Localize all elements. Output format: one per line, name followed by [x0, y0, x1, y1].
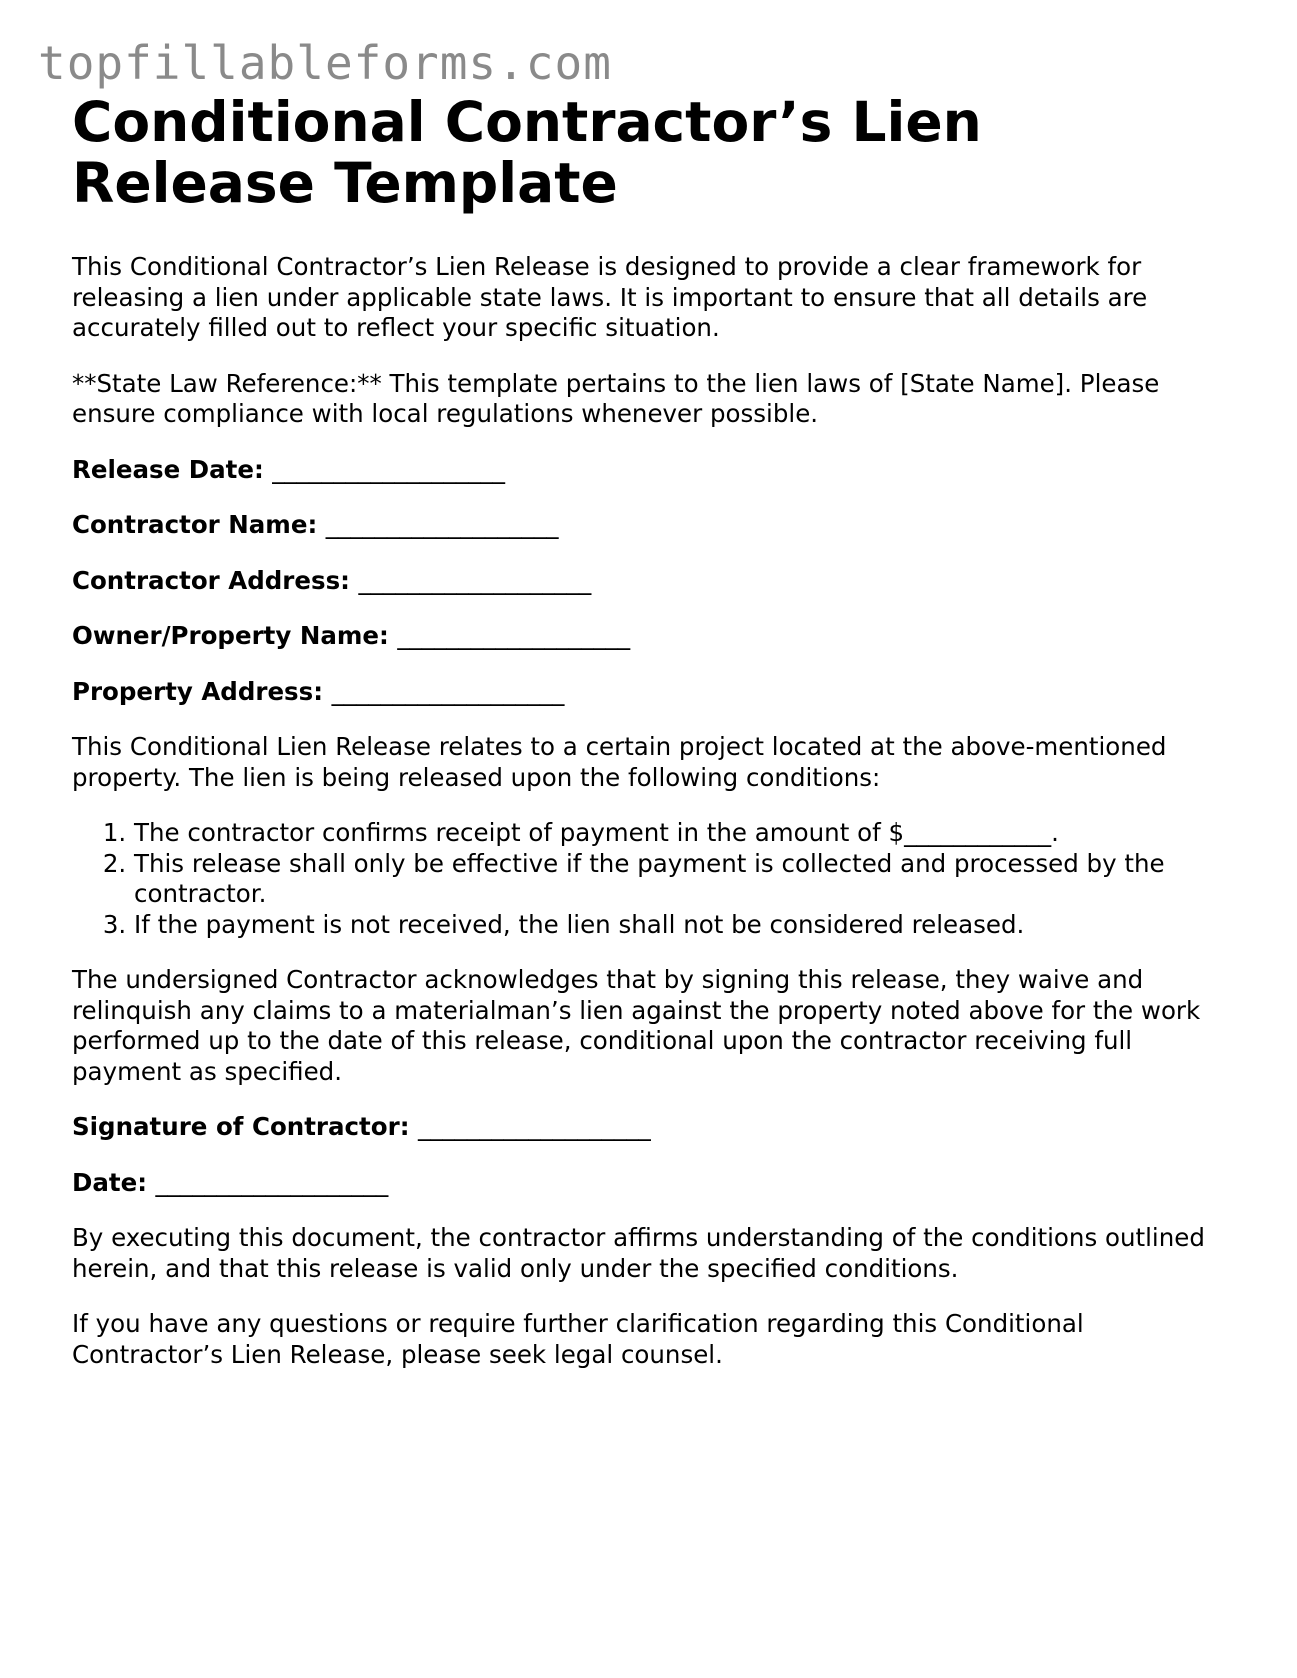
signature-blank[interactable]: ___________________ — [418, 1112, 651, 1141]
signature-date-blank[interactable]: ___________________ — [155, 1167, 389, 1197]
state-law-paragraph: **State Law Reference:** This template pertains to the lien laws of [State Name]. Please ensure compliance with local regulations whenever possible. — [72, 368, 1160, 428]
document-body — [72, 92, 1232, 1370]
intro-paragraph: This Conditional Contractor’s Lien Release is designed to provide a clear framework for releasing a lien under applicable state laws. It is important to ensure that all details are accurately filled out to reflect your specific situation. — [72, 252, 1148, 342]
owner-property-name-blank[interactable]: ___________________ — [397, 621, 631, 650]
document-title: Conditional Contractor’s Lien Release Template — [72, 90, 982, 215]
contractor-address-field — [72, 566, 1232, 597]
condition-item: 2. This release shall only be effective if the payment is collected and processed by the contractor. — [134, 849, 1232, 910]
signature-date-field — [72, 1168, 1232, 1199]
property-address-blank[interactable]: ___________________ — [331, 676, 565, 706]
acknowledgment-paragraph: The undersigned Contractor acknowledges that by signing this release, they waive and relinquish any claims to a materialman’s lien against the property noted above for the work performed up to the date of this release, conditional upon the contractor receiving full payment as specified. — [72, 965, 1201, 1086]
conditions-intro-paragraph: This Conditional Lien Release relates to a certain project located at the above-mentioned property. The lien is being released upon the following conditions: — [72, 732, 1167, 792]
owner-property-name-field — [72, 621, 1232, 652]
release-date-blank[interactable]: ___________________ — [272, 454, 506, 484]
condition-item: 1. The contractor confirms receipt of payment in the amount of $____________. — [134, 818, 1232, 849]
closing-paragraph: If you have any questions or require further clarification regarding this Conditional Contractor’s Lien Release, please seek legal counsel. — [72, 1309, 1084, 1369]
signature-date-label: Date: — [72, 1167, 147, 1197]
contractor-name-blank[interactable]: ___________________ — [325, 510, 559, 539]
property-address-field — [72, 677, 1232, 708]
affirmation-paragraph: By executing this document, the contractor affirms understanding of the conditions outlined herein, and that this release is valid only under the specified conditions. — [72, 1223, 1205, 1283]
contractor-address-label: Contractor Address: — [72, 565, 350, 595]
conditions-list — [72, 818, 1232, 940]
watermark: topfillableforms.com — [38, 36, 612, 90]
contractor-address-blank[interactable]: ___________________ — [358, 565, 592, 595]
property-address-label: Property Address: — [72, 676, 324, 706]
contractor-name-field — [72, 510, 1232, 541]
release-date-label: Release Date: — [72, 454, 264, 484]
contractor-name-label: Contractor Name: — [72, 510, 318, 539]
owner-property-name-label: Owner/Property Name: — [72, 621, 389, 650]
release-date-field — [72, 455, 1232, 486]
signature-field — [72, 1112, 1232, 1143]
condition-item: 3. If the payment is not received, the lien shall not be considered released. — [134, 910, 1232, 941]
signature-label: Signature of Contractor: — [72, 1112, 410, 1141]
